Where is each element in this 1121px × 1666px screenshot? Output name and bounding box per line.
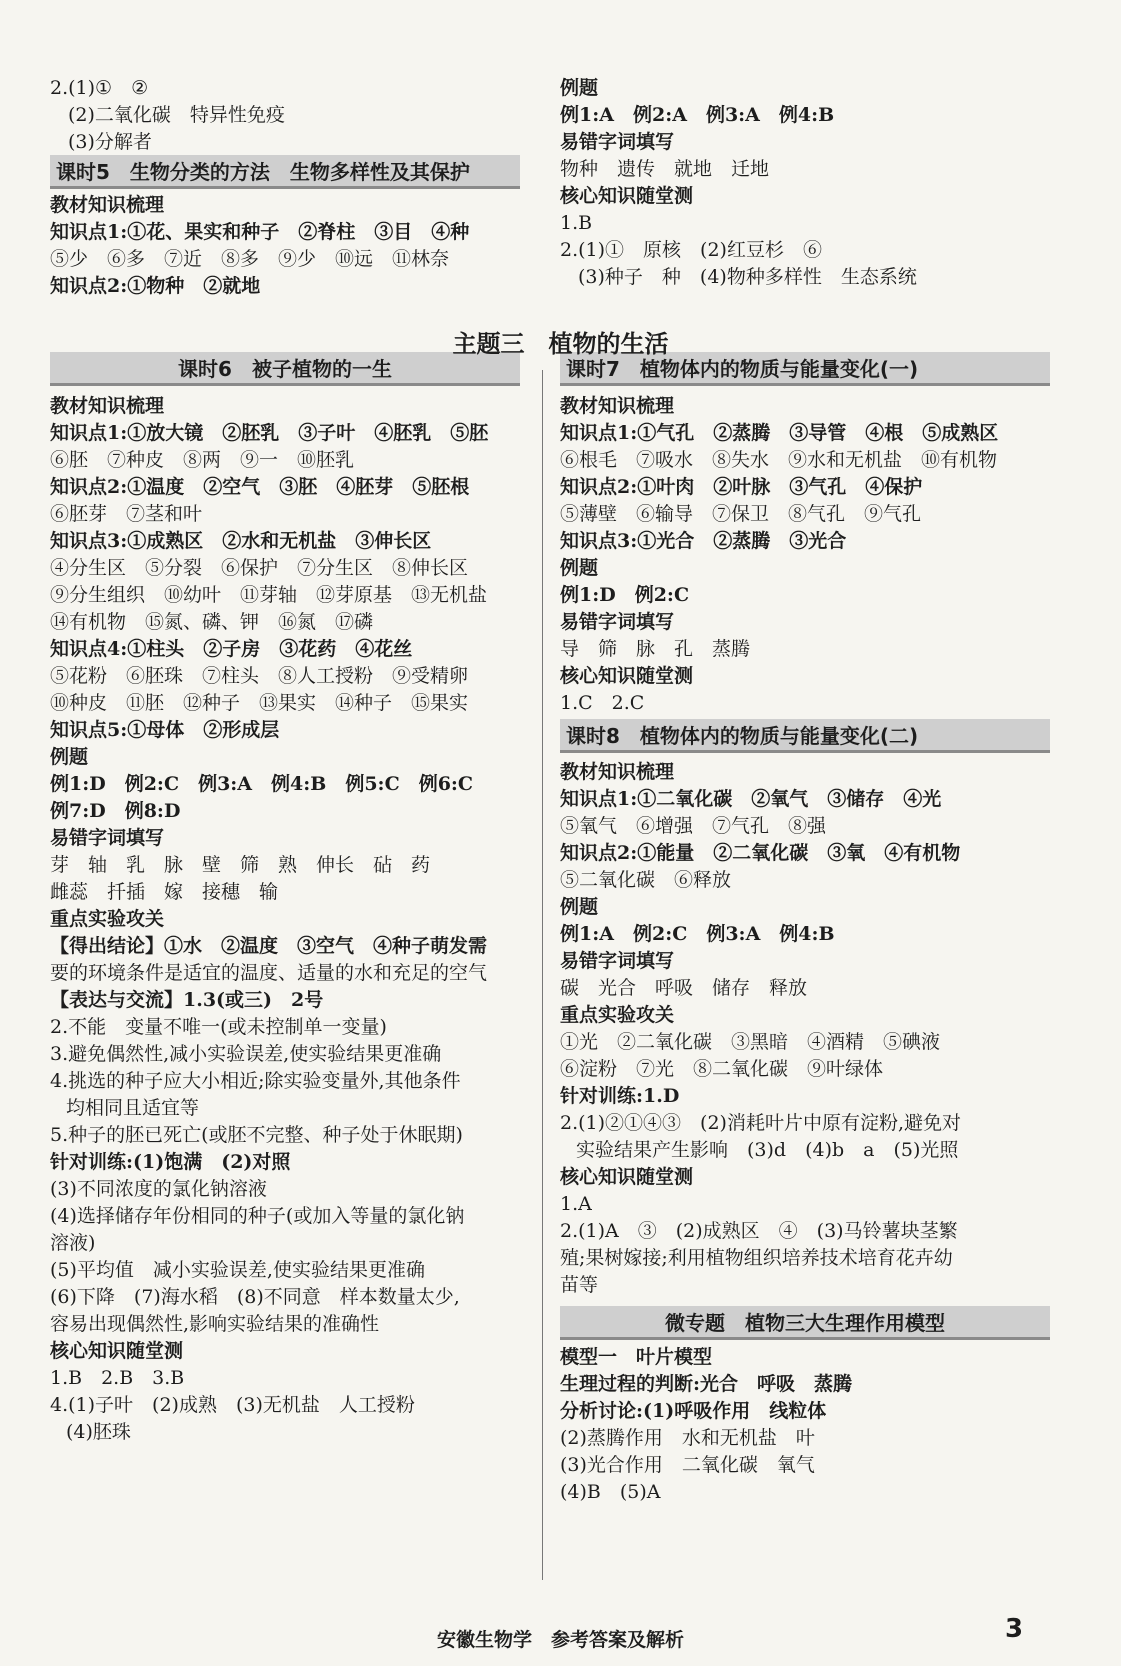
text-line: 知识点2:①能量 ②二氧化碳 ③氧 ④有机物: [560, 842, 961, 864]
text-line: ⑨分生组织 ⑩幼叶 ⑪芽轴 ⑫芽原基 ⑬无机盐: [50, 584, 488, 606]
text-line: 知识点3:①成熟区 ②水和无机盐 ③伸长区: [50, 530, 432, 552]
text-line: 易错字词填写: [560, 131, 675, 153]
text-line: 生理过程的判断:光合 呼吸 蒸腾: [560, 1373, 853, 1395]
text-line: 教材知识梳理: [560, 761, 675, 783]
text-line: 核心知识随堂测: [560, 1166, 694, 1188]
text-line: 均相同且适宜等: [66, 1097, 200, 1119]
text-line: 知识点1:①花、果实和种子 ②脊柱 ③目 ④种: [50, 221, 470, 243]
text-line: ⑥胚 ⑦种皮 ⑧两 ⑨一 ⑩胚乳: [50, 449, 355, 471]
text-line: ⑥根毛 ⑦吸水 ⑧失水 ⑨水和无机盐 ⑩有机物: [560, 449, 998, 471]
text-line: 重点实验攻关: [50, 908, 165, 930]
text-line: (3)种子 种 (4)物种多样性 生态系统: [578, 266, 917, 288]
section-bar-lesson7: 课时7 植物体内的物质与能量变化(一): [560, 352, 1050, 386]
text-line: 知识点2:①物种 ②就地: [50, 275, 261, 297]
text-line: 易错字词填写: [560, 950, 675, 972]
text-line: ⑤二氧化碳 ⑥释放: [560, 869, 732, 891]
text-line: ⑤少 ⑥多 ⑦近 ⑧多 ⑨少 ⑩远 ⑪林奈: [50, 248, 450, 270]
text-line: 针对训练:1.D: [560, 1085, 680, 1107]
text-line: 5.种子的胚已死亡(或胚不完整、种子处于休眠期): [50, 1124, 463, 1146]
text-line: 要的环境条件是适宜的温度、适量的水和充足的空气: [50, 962, 488, 984]
text-line: 【得出结论】①水 ②温度 ③空气 ④种子萌发需: [50, 935, 488, 957]
text-line: ⑤花粉 ⑥胚珠 ⑦柱头 ⑧人工授粉 ⑨受精卵: [50, 665, 469, 687]
text-line: 易错字词填写: [560, 611, 675, 633]
text-line: 物种 遗传 就地 迁地: [560, 158, 770, 180]
text-line: 核心知识随堂测: [560, 665, 694, 687]
text-line: (2)蒸腾作用 水和无机盐 叶: [560, 1427, 815, 1449]
text-line: ⑩种皮 ⑪胚 ⑫种子 ⑬果实 ⑭种子 ⑮果实: [50, 692, 469, 714]
text-line: 1.A: [560, 1193, 592, 1215]
text-line: 知识点2:①温度 ②空气 ③胚 ④胚芽 ⑤胚根: [50, 476, 470, 498]
text-line: (5)平均值 减小实验误差,使实验结果更准确: [50, 1259, 425, 1281]
text-line: ⑥淀粉 ⑦光 ⑧二氧化碳 ⑨叶绿体: [560, 1058, 884, 1080]
text-line: (3)光合作用 二氧化碳 氧气: [560, 1454, 815, 1476]
text-line: 核心知识随堂测: [50, 1340, 184, 1362]
text-line: 2.(1)① ②: [50, 77, 149, 99]
section-bar-lesson8: 课时8 植物体内的物质与能量变化(二): [560, 719, 1050, 753]
text-line: 碳 光合 呼吸 储存 释放: [560, 977, 808, 999]
text-line: 知识点4:①柱头 ②子房 ③花药 ④花丝: [50, 638, 413, 660]
text-line: 4.挑选的种子应大小相近;除实验变量外,其他条件: [50, 1070, 461, 1092]
text-line: 重点实验攻关: [560, 1004, 675, 1026]
text-line: 1.B 2.B 3.B: [50, 1367, 185, 1389]
text-line: (2)二氧化碳 特异性免疫: [68, 104, 285, 126]
text-line: 知识点1:①放大镜 ②胚乳 ③子叶 ④胚乳 ⑤胚: [50, 422, 489, 444]
text-line: ⑭有机物 ⑮氮、磷、钾 ⑯氮 ⑰磷: [50, 611, 374, 633]
column-divider: [542, 370, 543, 1580]
text-line: 实验结果产生影响 (3)d (4)b a (5)光照: [576, 1139, 959, 1161]
footer-title: 安徽生物学 参考答案及解析: [436, 1629, 684, 1651]
text-line: 例1:D 例2:C: [560, 584, 690, 606]
text-line: 教材知识梳理: [50, 194, 165, 216]
text-line: 模型一 叶片模型: [560, 1346, 713, 1368]
text-line: 教材知识梳理: [560, 395, 675, 417]
text-line: 容易出现偶然性,影响实验结果的准确性: [50, 1313, 380, 1335]
text-line: 1.C 2.C: [560, 692, 645, 714]
text-line: 雌蕊 扦插 嫁 接穗 输: [50, 881, 279, 903]
text-line: 例1:A 例2:A 例3:A 例4:B: [560, 104, 835, 126]
text-line: ⑥胚芽 ⑦茎和叶: [50, 503, 203, 525]
text-line: 2.(1)②①④③ (2)消耗叶片中原有淀粉,避免对: [560, 1112, 961, 1134]
text-line: 易错字词填写: [50, 827, 165, 849]
text-line: 苗等: [560, 1274, 599, 1296]
text-line: (4)B (5)A: [560, 1481, 661, 1503]
text-line: (6)下降 (7)海水稻 (8)不同意 样本数量太少,: [50, 1286, 460, 1308]
text-line: 2.不能 变量不唯一(或未控制单一变量): [50, 1016, 387, 1038]
text-line: 知识点5:①母体 ②形成层: [50, 719, 280, 741]
text-line: 2.(1)① 原核 (2)红豆杉 ⑥: [560, 239, 822, 261]
text-line: 针对训练:(1)饱满 (2)对照: [50, 1151, 291, 1173]
text-line: 例1:D 例2:C 例3:A 例4:B 例5:C 例6:C: [50, 773, 474, 795]
text-line: 1.B: [560, 212, 593, 234]
text-line: 殖;果树嫁接;利用植物组织培养技术培育花卉幼: [560, 1247, 953, 1269]
text-line: 例7:D 例8:D: [50, 800, 181, 822]
text-line: 2.(1)A ③ (2)成熟区 ④ (3)马铃薯块茎繁: [560, 1220, 958, 1242]
text-line: (3)分解者: [68, 131, 152, 153]
text-line: 溶液): [50, 1232, 96, 1254]
text-line: 例题: [560, 896, 599, 918]
text-line: 知识点1:①气孔 ②蒸腾 ③导管 ④根 ⑤成熟区: [560, 422, 999, 444]
text-line: ①光 ②二氧化碳 ③黑暗 ④酒精 ⑤碘液: [560, 1031, 941, 1053]
text-line: 知识点1:①二氧化碳 ②氧气 ③储存 ④光: [560, 788, 942, 810]
text-line: 知识点3:①光合 ②蒸腾 ③光合: [560, 530, 847, 552]
text-line: 例题: [560, 557, 599, 579]
text-line: 4.(1)子叶 (2)成熟 (3)无机盐 人工授粉: [50, 1394, 415, 1416]
text-line: 核心知识随堂测: [560, 185, 694, 207]
text-line: 【表达与交流】1.3(或三) 2号: [50, 989, 324, 1011]
text-line: (3)不同浓度的氯化钠溶液: [50, 1178, 267, 1200]
text-line: 知识点2:①叶肉 ②叶脉 ③气孔 ④保护: [560, 476, 923, 498]
text-line: 3.避免偶然性,减小实验误差,使实验结果更准确: [50, 1043, 442, 1065]
text-line: 例题: [50, 746, 89, 768]
text-line: 分析讨论:(1)呼吸作用 线粒体: [560, 1400, 827, 1422]
text-line: ④分生区 ⑤分裂 ⑥保护 ⑦分生区 ⑧伸长区: [50, 557, 469, 579]
text-line: 教材知识梳理: [50, 395, 165, 417]
text-line: 导 筛 脉 孔 蒸腾: [560, 638, 751, 660]
section-bar-lesson6: 课时6 被子植物的一生: [50, 352, 520, 386]
text-line: 芽 轴 乳 脉 壁 筛 熟 伸长 砧 药: [50, 854, 431, 876]
page-number: 3: [1005, 1614, 1024, 1644]
section-bar-lesson5: 课时5 生物分类的方法 生物多样性及其保护: [50, 155, 520, 189]
text-line: ⑤氧气 ⑥增强 ⑦气孔 ⑧强: [560, 815, 827, 837]
text-line: (4)胚珠: [66, 1421, 131, 1443]
text-line: ⑤薄壁 ⑥输导 ⑦保卫 ⑧气孔 ⑨气孔: [560, 503, 922, 525]
text-line: 例题: [560, 77, 599, 99]
section-bar-micro: 微专题 植物三大生理作用模型: [560, 1306, 1050, 1340]
text-line: 例1:A 例2:C 例3:A 例4:B: [560, 923, 835, 945]
theme-title: 主题三 植物的生活: [452, 330, 669, 358]
text-line: (4)选择储存年份相同的种子(或加入等量的氯化钠: [50, 1205, 465, 1227]
